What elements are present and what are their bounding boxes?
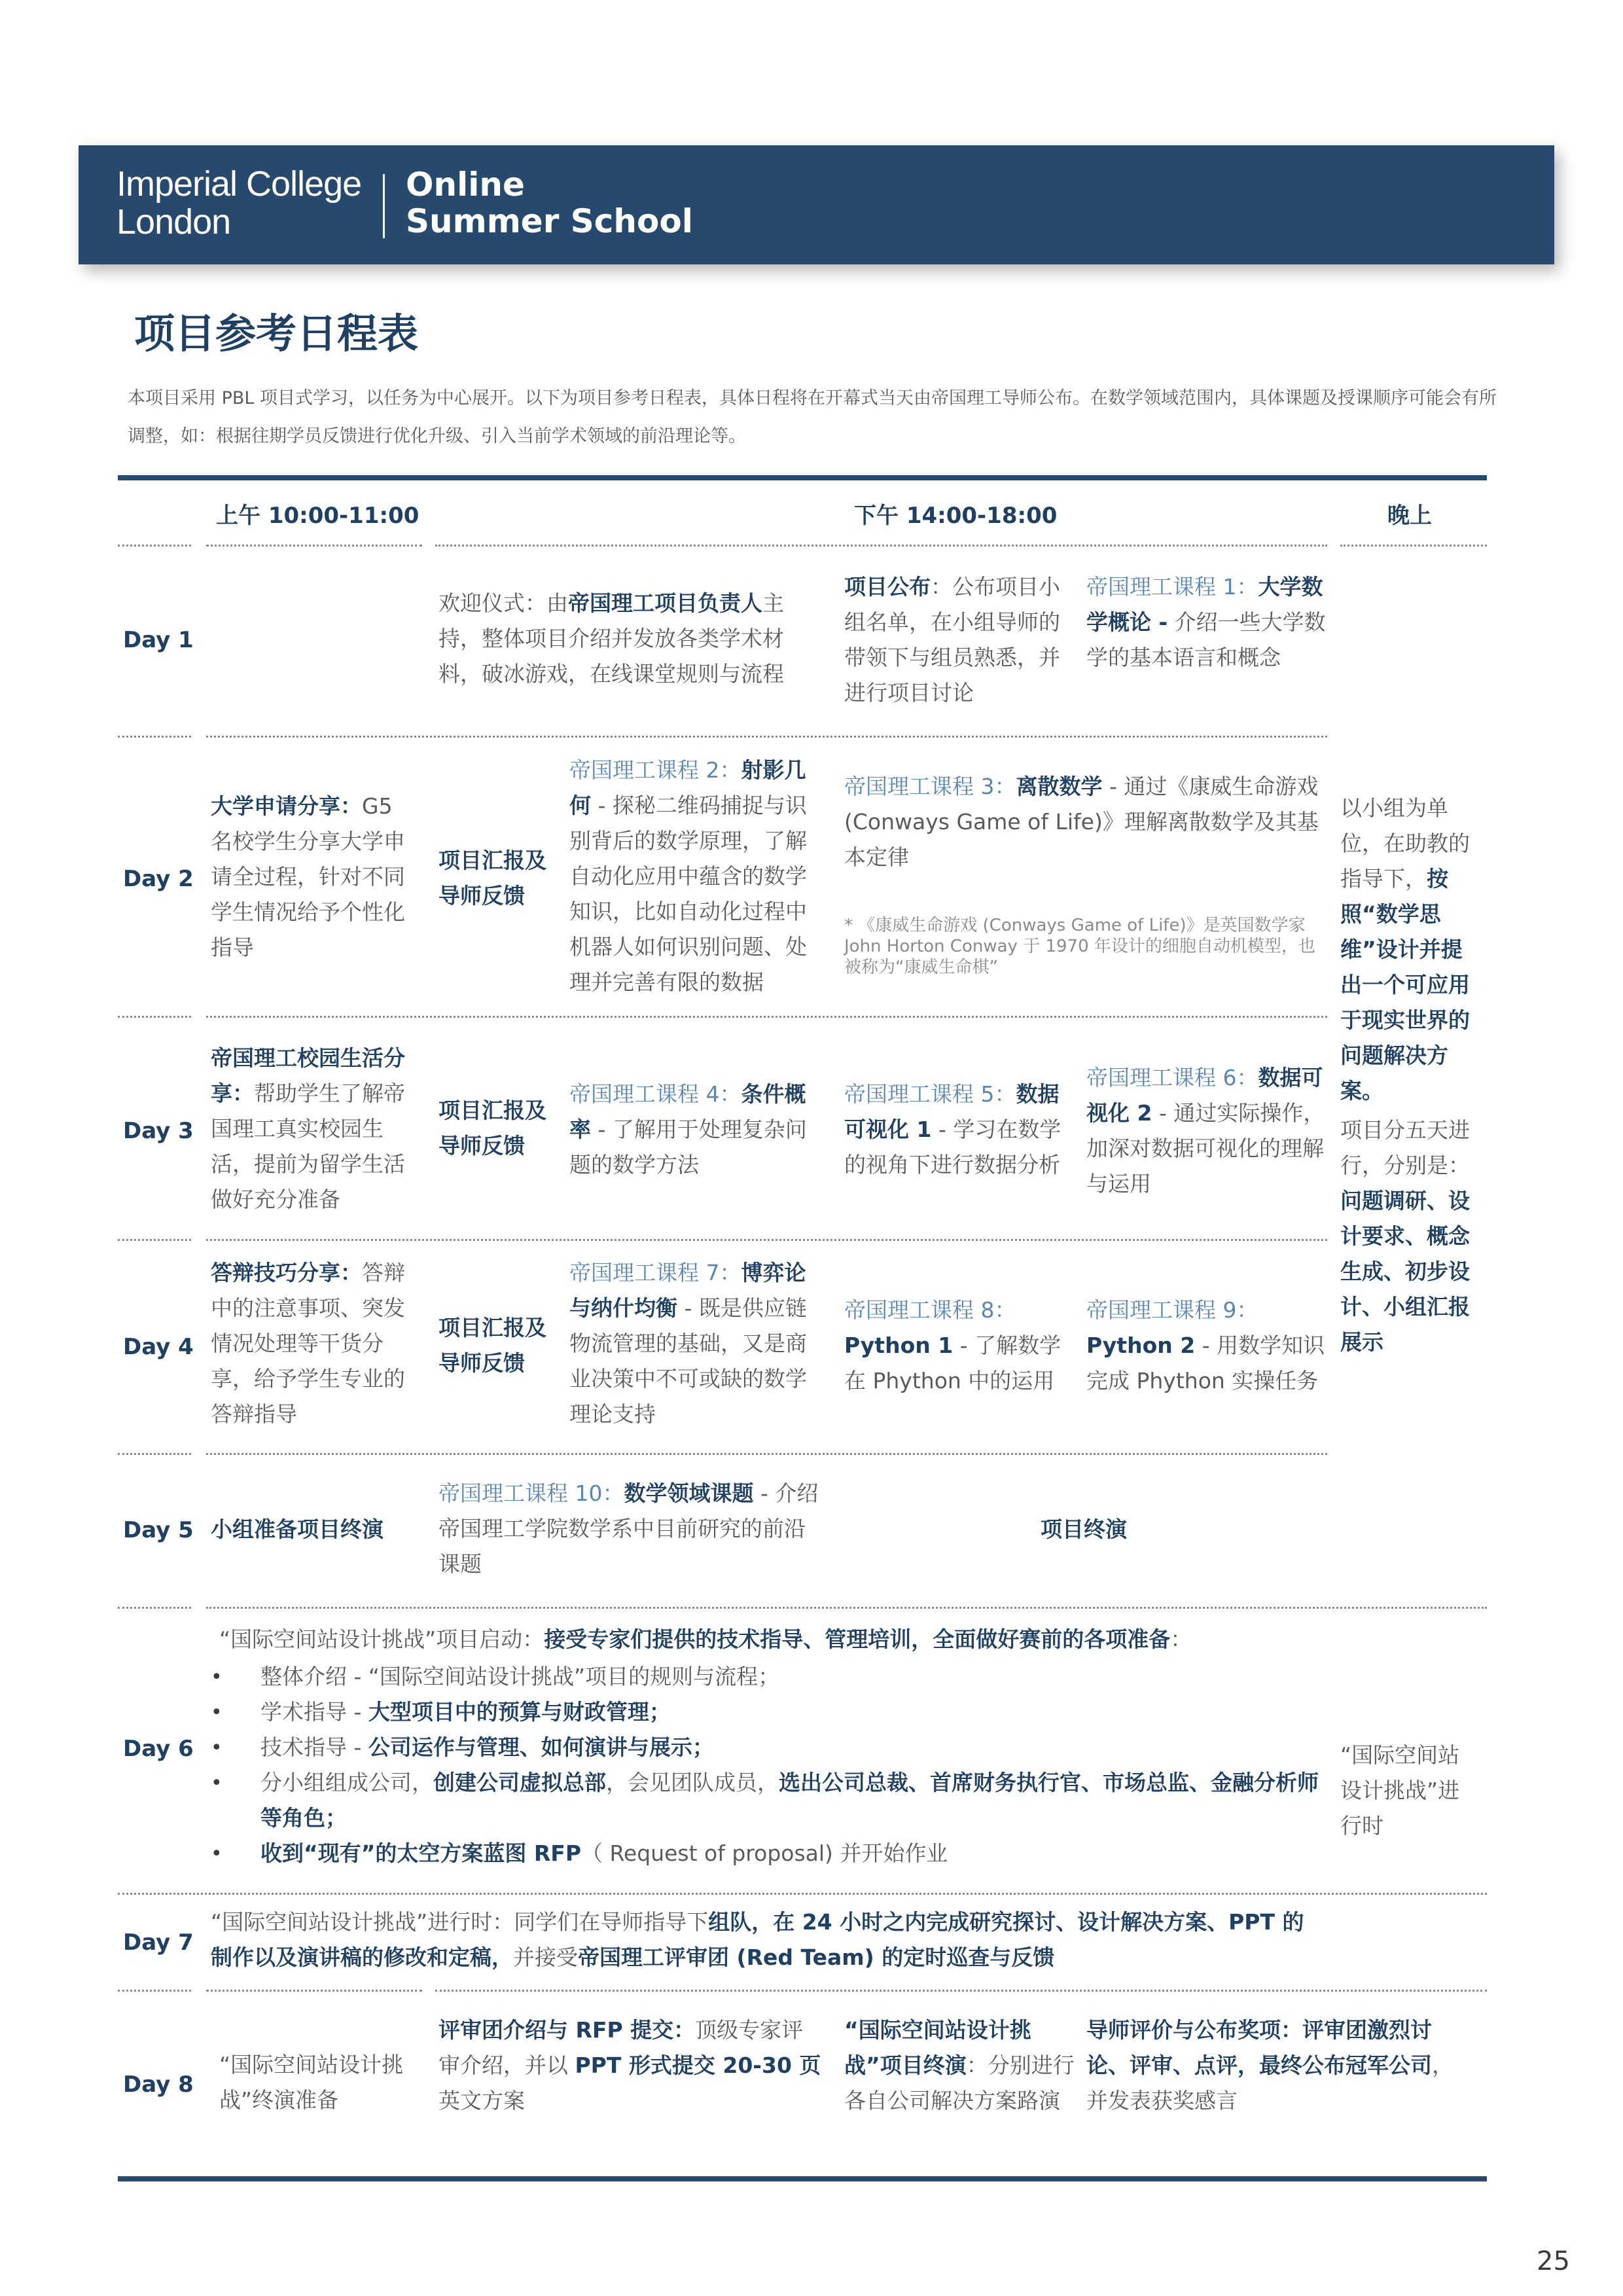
day8-final-show: “国际空间站设计挑战”项目终演：分别进行各自公司解决方案路演 <box>844 2017 1075 2113</box>
program-line-2: Summer School <box>406 202 693 240</box>
row-divider <box>435 1990 1487 1992</box>
day1-course-1: 帝国理工课程 1：大学数学概论 - 介绍一些大学数学的基本语言和概念 <box>1086 574 1326 670</box>
brand-divider <box>383 174 385 238</box>
day3-course-6: 帝国理工课程 6：数据可视化 2 - 通过实际操作，加深对数据可视化的理解与运用 <box>1086 1065 1325 1196</box>
day-label: Day 5 <box>123 1517 194 1543</box>
evening-project-stages: 项目分五天进行，分别是：问题调研、设计要求、概念生成、初步设计、小组汇报展示 <box>1340 1117 1470 1355</box>
day2-course-3: 帝国理工课程 3：离散数学 - 通过《康威生命游戏 (Conways Game of Life)》理解离散数学及其基本定律 <box>844 774 1319 870</box>
day8-award: 导师评价与公布奖项：评审团激烈讨论、评审、点评，最终公布冠军公司，并发表获奖感言 <box>1086 2017 1454 2113</box>
day6-item-academic: 学术指导 - 大型项目中的预算与财政管理； <box>260 1699 671 1725</box>
bullet-icon: • <box>211 1842 223 1865</box>
day6-item-overview: 整体介绍 - “国际空间站设计挑战”项目的规则与流程； <box>260 1664 780 1689</box>
day8-review-rfp: 评审团介绍与 RFP 提交：顶级专家评审介绍，并以 PPT 形式提交 20-30 页英文方案 <box>438 2017 821 2113</box>
day6-item-rfp: 收到“现有”的太空方案蓝图 RFP（ Request of proposal) 并开始作业 <box>260 1840 948 1866</box>
day6-item-technical: 技术指导 - 公司运作与管理、如何演讲与展示； <box>260 1734 714 1760</box>
row-divider <box>118 736 191 738</box>
day4-project-report: 项目汇报及导师反馈 <box>438 1315 546 1376</box>
table-bottom-rule <box>118 2176 1487 2181</box>
program-title <box>406 166 693 240</box>
row-divider <box>206 1453 1327 1455</box>
row-divider <box>118 545 191 547</box>
day-label: Day 4 <box>123 1334 194 1360</box>
program-line-1: Online <box>406 166 525 204</box>
day5-course-10: 帝国理工课程 10：数学领域课题 - 介绍帝国理工学院数学系中目前研究的前沿课题 <box>438 1480 819 1577</box>
day4-course-7: 帝国理工课程 7：博弈论与纳什均衡 - 既是供应链物流管理的基础，又是商业决策中不可或缺的数学理论支持 <box>569 1260 807 1427</box>
day1-welcome: 欢迎仪式：由帝国理工项目负责人主持，整体项目介绍并发放各类学术材料，破冰游戏，在线课堂规则与流程 <box>438 590 784 687</box>
header-evening: 晚上 <box>1387 503 1432 529</box>
day3-course-4: 帝国理工课程 4：条件概率 - 了解用于处理复杂问题的数学方法 <box>569 1081 807 1177</box>
day6-item-company: 分小组组成公司，创建公司虚拟总部，会见团队成员，选出公司总裁、首席财务执行官、市场总监、金融分析师等角色； <box>260 1770 1319 1831</box>
intro-paragraph: 本项目采用 PBL 项目式学习，以任务为中心展开。以下为项目参考日程表，具体日程将在开幕式当天由帝国理工导师公布。在数学领域范围内，具体课题及授课顺序可能会有所调整，如：根据往期学员反馈进行优化升级、引入当前学术领域的前沿理论等。 <box>128 388 1497 446</box>
row-divider <box>206 1607 1487 1609</box>
row-divider <box>206 736 1327 738</box>
day3-morning: 帝国理工校园生活分享：帮助学生了解帝国理工真实校园生活，提前为留学生活做好充分准备 <box>211 1045 405 1212</box>
day1-announcement: 项目公布：公布项目小组名单，在小组导师的带领下与组员熟悉，并进行项目讨论 <box>844 574 1060 706</box>
row-divider <box>118 1607 191 1609</box>
page-number: 25 <box>1537 2246 1570 2276</box>
row-divider <box>206 1990 422 1992</box>
day-label: Day 2 <box>123 866 194 892</box>
day-label: Day 8 <box>123 2072 194 2098</box>
evening-project-description: 以小组为单位，在助教的指导下，按照“数学思维”设计并提出一个可应用于现实世界的问题解决方案。 <box>1340 795 1470 1103</box>
day2-course-2: 帝国理工课程 2：射影几何 - 探秘二维码捕捉与识别背后的数学原理，了解自动化应用中蕴含的数学知识，比如自动化过程中机器人如何识别问题、处理并完善有限的数据 <box>569 757 807 995</box>
header-banner <box>79 145 1554 264</box>
row-divider <box>118 1893 1487 1895</box>
day5-final-show: 项目终演 <box>1041 1516 1127 1542</box>
row-divider <box>206 1016 1327 1018</box>
header-morning: 上午 10:00-11:00 <box>216 503 419 529</box>
header-afternoon: 下午 14:00-18:00 <box>854 503 1058 529</box>
day2-footnote: * 《康威生命游戏 (Conways Game of Life)》是英国数学家 John Horton Conway 于 1970 年设计的细胞自动机模型，也被称为“康威生命棋” <box>844 916 1315 977</box>
row-divider <box>206 545 422 547</box>
page-title: 项目参考日程表 <box>134 310 419 357</box>
row-divider <box>118 1453 191 1455</box>
row-divider <box>435 545 1327 547</box>
row-divider <box>118 1990 191 1992</box>
day2-project-report: 项目汇报及导师反馈 <box>438 848 546 908</box>
bullet-icon: • <box>211 1736 223 1759</box>
day-label: Day 3 <box>123 1118 194 1144</box>
row-divider <box>206 1239 1327 1241</box>
day6-evening: “国际空间站设计挑战”进行时 <box>1340 1742 1460 1839</box>
day3-project-report: 项目汇报及导师反馈 <box>438 1098 546 1158</box>
day-label: Day 1 <box>123 627 194 653</box>
row-divider <box>118 1016 191 1018</box>
day-label: Day 7 <box>123 1929 194 1956</box>
day8-morning: “国际空间站设计挑战”终演准备 <box>219 2052 404 2113</box>
day-label: Day 6 <box>123 1736 194 1762</box>
day2-morning: 大学申请分享：G5 名校学生分享大学申请全过程，针对不同学生情况给予个性化指导 <box>211 793 405 960</box>
row-divider <box>118 1239 191 1241</box>
day5-morning: 小组准备项目终演 <box>211 1516 383 1542</box>
day3-course-5: 帝国理工课程 5：数据可视化 1 - 学习在数学的视角下进行数据分析 <box>844 1081 1061 1177</box>
brand-line-1: Imperial College <box>116 164 362 204</box>
day7-description: “国际空间站设计挑战”进行时：同学们在导师指导下组队，在 24 小时之内完成研究探讨、设计解决方案、PPT 的制作以及演讲稿的修改和定稿，并接受帝国理工评审团 (Red Team) 的定时巡查与反馈 <box>211 1909 1304 1970</box>
imperial-college-logo <box>116 165 361 241</box>
day4-morning: 答辩技巧分享：答辩中的注意事项、突发情况处理等干货分享，给予学生专业的答辩指导 <box>211 1260 405 1427</box>
bullet-icon: • <box>211 1666 223 1689</box>
bullet-icon: • <box>211 1772 223 1795</box>
day4-course-8: 帝国理工课程 8：Python 1 - 了解数学在 Phython 中的运用 <box>844 1297 1061 1393</box>
brand-line-2: London <box>116 202 231 242</box>
bullet-icon: • <box>211 1701 223 1724</box>
row-divider <box>1340 545 1487 547</box>
table-top-rule <box>118 475 1487 480</box>
day6-lead: “国际空间站设计挑战”项目启动：接受专家们提供的技术指导、管理培训，全面做好赛前的各项准备： <box>219 1626 1192 1652</box>
day4-course-9: 帝国理工课程 9：Python 2 - 用数学知识完成 Phython 实操任务 <box>1086 1297 1325 1393</box>
